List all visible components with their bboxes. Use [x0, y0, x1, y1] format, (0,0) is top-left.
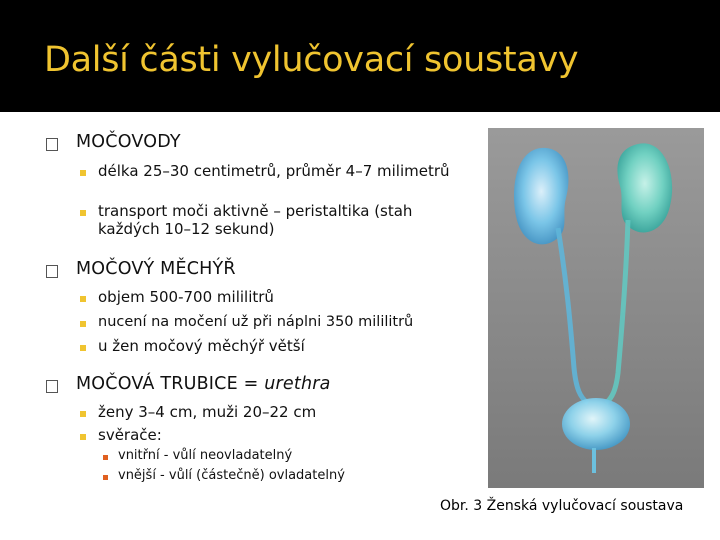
square-bullet-icon: [80, 170, 86, 176]
section-heading-emphasis: urethra: [264, 374, 331, 394]
section-heading: MOČOVODY: [76, 132, 181, 152]
list-item: nucení na močení už při náplni 350 mililitrů: [98, 314, 414, 330]
sub-bullet-icon: [103, 455, 108, 460]
checkbox-bullet-icon: [46, 138, 58, 151]
urinary-system-illustration: [488, 128, 704, 488]
list-item: ženy 3–4 cm, muži 20–22 cm: [98, 403, 317, 421]
sub-bullet-icon: [103, 475, 108, 480]
figure-caption: Obr. 3 Ženská vylučovací soustava: [440, 498, 684, 514]
list-item: transport moči aktivně – peristaltika (stah každých 10–12 sekund): [98, 202, 413, 238]
urinary-system-drawing: [488, 128, 704, 488]
square-bullet-icon: [80, 321, 86, 327]
checkbox-bullet-icon: [46, 380, 58, 393]
checkbox-bullet-icon: [46, 265, 58, 278]
list-item: svěrače:: [98, 426, 162, 444]
slide-title: Další části vylučovací soustavy: [44, 40, 579, 80]
sub-list-item: vnitřní - vůlí neovladatelný: [118, 448, 293, 463]
square-bullet-icon: [80, 345, 86, 351]
list-item: objem 500-700 mililitrů: [98, 288, 274, 306]
square-bullet-icon: [80, 434, 86, 440]
square-bullet-icon: [80, 411, 86, 417]
section-heading: [76, 374, 331, 394]
square-bullet-icon: [80, 210, 86, 216]
section-heading: MOČOVÝ MĚCHÝŘ: [76, 259, 236, 279]
list-item: délka 25–30 centimetrů, průměr 4–7 milimetrů: [98, 162, 450, 180]
sub-list-item: vnější - vůlí (částečně) ovladatelný: [118, 468, 345, 483]
square-bullet-icon: [80, 296, 86, 302]
list-item: u žen močový měchýř větší: [98, 337, 305, 355]
section-heading-text: MOČOVÁ TRUBICE =: [76, 374, 265, 394]
